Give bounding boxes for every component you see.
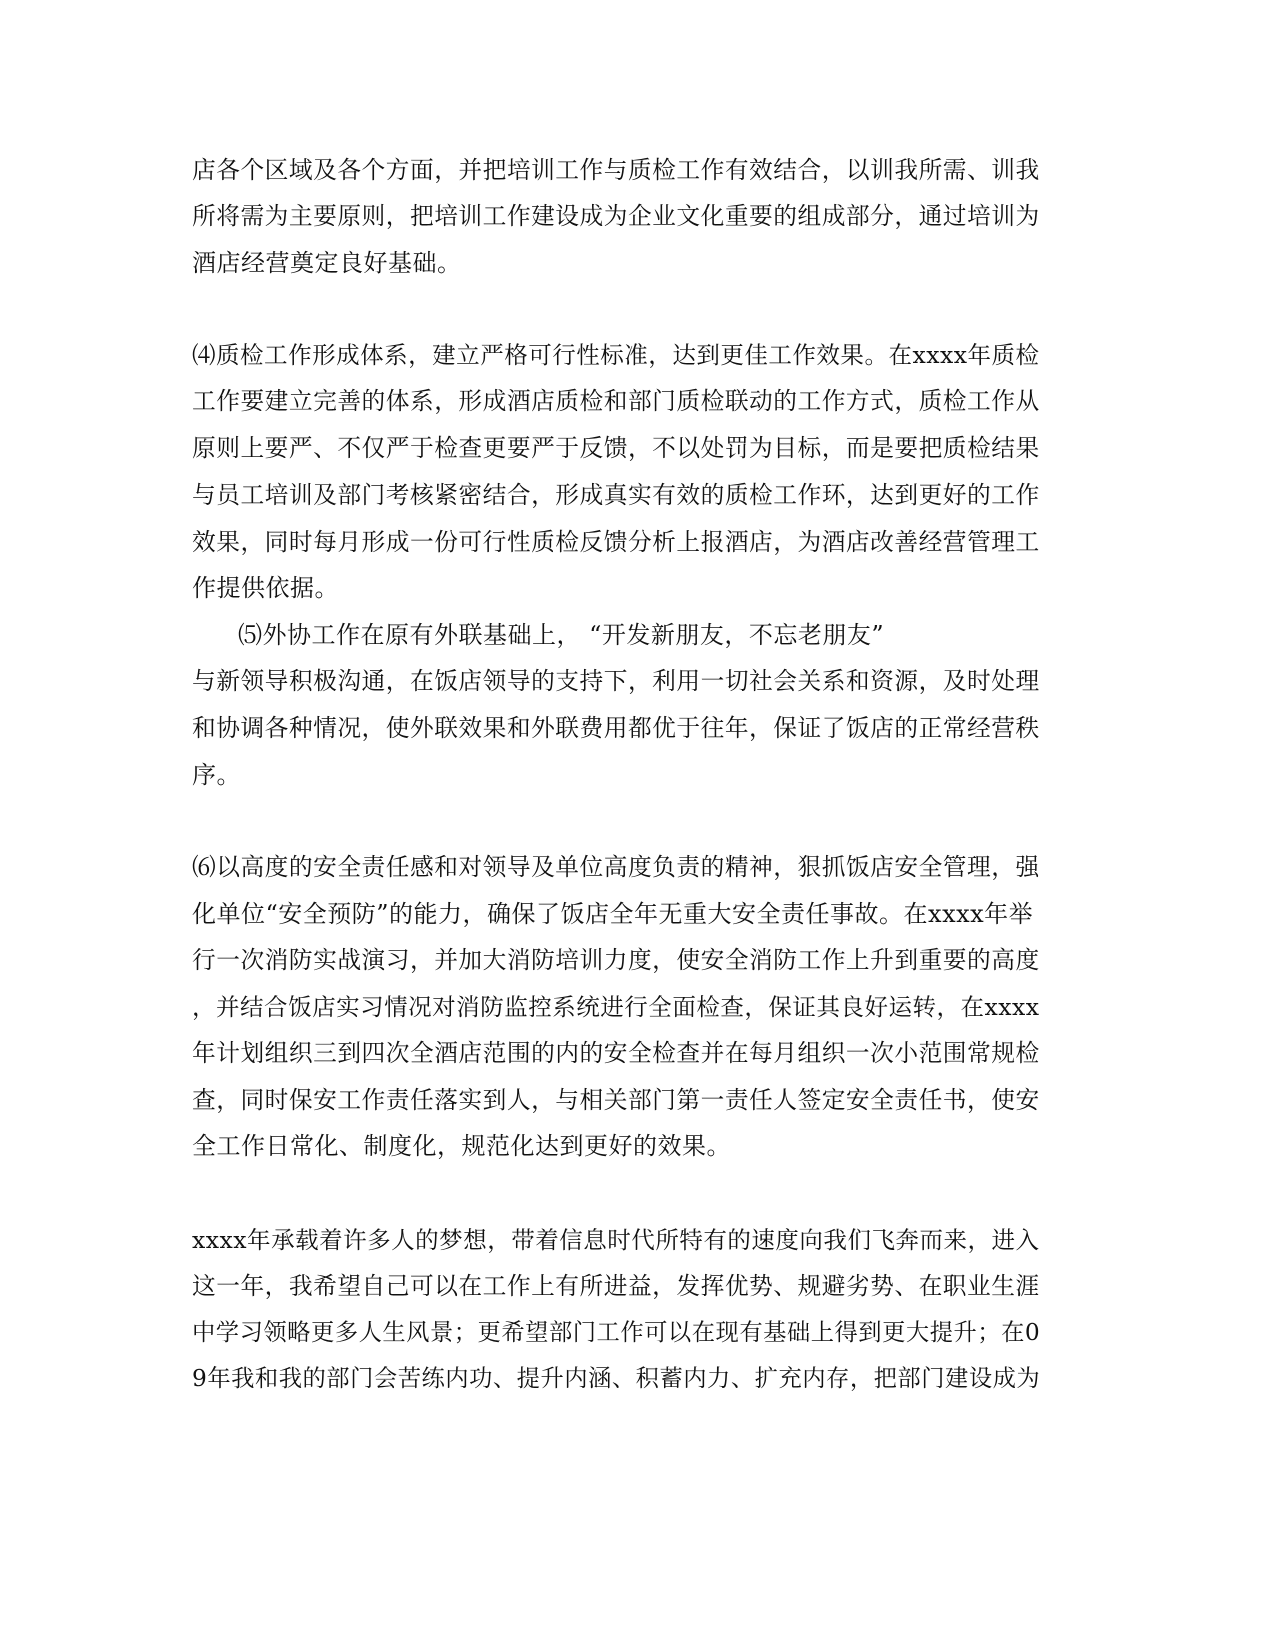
paragraph-2-line-1: ⑷质检工作形成体系，建立严格可行性标准，达到更佳工作效果。在xxxx年质检 xyxy=(192,341,1040,369)
paragraph-2-line-3: 原则上要严、不仅严于检查更要严于反馈，不以处罚为目标，而是要把质检结果 xyxy=(192,434,1040,462)
paragraph-4-line-5: 年计划组织三到四次全酒店范围的内的安全检查并在每月组织一次小范围常规检 xyxy=(192,1039,1040,1067)
paragraph-2-line-2: 工作要建立完善的体系，形成酒店质检和部门质检联动的工作方式，质检工作从 xyxy=(192,387,1040,415)
paragraph-4-line-3: 行一次消防实战演习，并加大消防培训力度，使安全消防工作上升到重要的高度 xyxy=(192,946,1040,974)
paragraph-3-line-1: ⑸外协工作在原有外联基础上， “开发新朋友，不忘老朋友” xyxy=(238,621,885,649)
paragraph-5-line-2: 这一年，我希望自己可以在工作上有所进益，发挥优势、规避劣势、在职业生涯 xyxy=(192,1272,1040,1300)
paragraph-1-line-3: 酒店经营奠定良好基础。 xyxy=(192,249,462,277)
paragraph-4-line-6: 查，同时保安工作责任落实到人，与相关部门第一责任人签定安全责任书，使安 xyxy=(192,1086,1040,1114)
paragraph-2-line-5: 效果，同时每月形成一份可行性质检反馈分析上报酒店，为酒店改善经营管理工 xyxy=(192,528,1040,556)
paragraph-3-line-3: 和协调各种情况，使外联效果和外联费用都优于往年，保证了饭店的正常经营秩 xyxy=(192,714,1040,742)
paragraph-5-line-1: xxxx年承载着许多人的梦想，带着信息时代所特有的速度向我们飞奔而来，进入 xyxy=(192,1226,1040,1254)
paragraph-3-line-4: 序。 xyxy=(192,761,241,789)
paragraph-3-line-2: 与新领导积极沟通，在饭店领导的支持下，利用一切社会关系和资源，及时处理 xyxy=(192,667,1040,695)
paragraph-2-line-4: 与员工培训及部门考核紧密结合，形成真实有效的质检工作环，达到更好的工作 xyxy=(192,481,1040,509)
paragraph-1-line-2: 所将需为主要原则，把培训工作建设成为企业文化重要的组成部分，通过培训为 xyxy=(192,202,1040,230)
paragraph-4-line-4: ，并结合饭店实习情况对消防监控系统进行全面检查，保证其良好运转，在xxxx xyxy=(192,993,1040,1021)
paragraph-5-line-3: 中学习领略更多人生风景；更希望部门工作可以在现有基础上得到更大提升；在0 xyxy=(192,1319,1041,1346)
paragraph-1-line-1: 店各个区域及各个方面，并把培训工作与质检工作有效结合，以训我所需、训我 xyxy=(192,156,1040,184)
paragraph-4-line-2: 化单位“安全预防”的能力，确保了饭店全年无重大安全责任事故。在xxxx年举 xyxy=(192,900,1034,928)
paragraph-5-line-4: 9年我和我的部门会苦练内功、提升内涵、积蓄内力、扩充内存，把部门建设成为 xyxy=(192,1365,1041,1392)
paragraph-2-line-6: 作提供依据。 xyxy=(192,574,339,602)
paragraph-4-line-1: ⑹以高度的安全责任感和对领导及单位高度负责的精神，狠抓饭店安全管理，强 xyxy=(192,853,1040,881)
paragraph-4-line-7: 全工作日常化、制度化，规范化达到更好的效果。 xyxy=(192,1132,731,1160)
